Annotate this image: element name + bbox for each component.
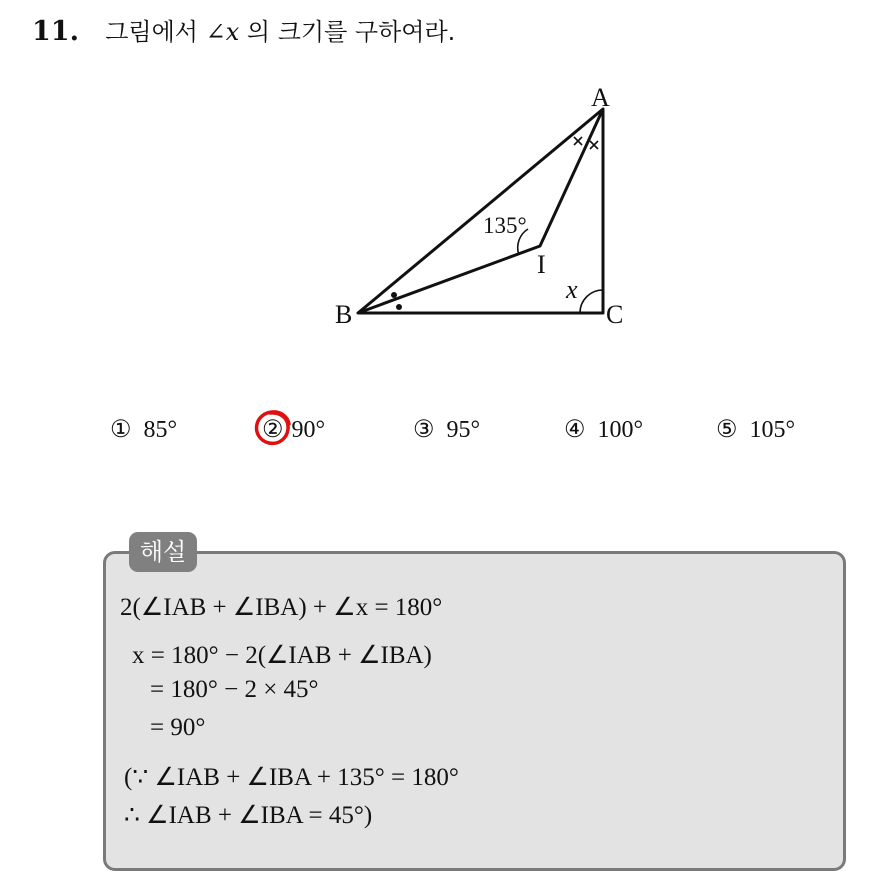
label-i: I — [537, 250, 546, 279]
solution-line-3: = 180° − 2 × 45° — [150, 676, 319, 703]
label-b: B — [335, 300, 353, 329]
label-angle-135: 135° — [483, 213, 527, 238]
answer-choices — [0, 415, 884, 455]
triangle-figure — [320, 78, 650, 338]
choice-1[interactable]: ① 85° — [110, 417, 178, 443]
solution-line-2: x = 180° − 2(∠IAB + ∠IBA) — [132, 642, 432, 669]
solution-box — [103, 551, 846, 871]
solution-line-4: = 90° — [150, 714, 206, 741]
selected-answer-circle — [249, 405, 295, 451]
choice-5[interactable]: ⑤ 105° — [716, 417, 796, 443]
angle-arc-c — [580, 290, 603, 313]
question-text — [105, 18, 455, 46]
question-number: 11. — [32, 16, 79, 47]
solution-line-5: (∵ ∠IAB + ∠IBA + 135° = 180° — [124, 764, 459, 791]
solution-line-1: 2(∠IAB + ∠IBA) + ∠x = 180° — [120, 594, 443, 621]
choice-3[interactable]: ③ 95° — [413, 417, 481, 443]
label-c: C — [606, 300, 624, 329]
question-text-math: ∠x — [205, 18, 240, 46]
solution-tag: 해설 — [129, 532, 197, 572]
question-text-post: 의 크기를 구하여라. — [239, 18, 456, 46]
question-header — [32, 12, 455, 47]
choice-2[interactable]: ② 90° — [262, 417, 326, 443]
choice-4[interactable]: ④ 100° — [564, 417, 644, 443]
label-x: x — [566, 275, 578, 304]
question-text-pre: 그림에서 — [105, 18, 206, 46]
solution-line-6: ∴ ∠IAB + ∠IBA = 45°) — [124, 802, 373, 829]
label-a: A — [591, 83, 610, 112]
